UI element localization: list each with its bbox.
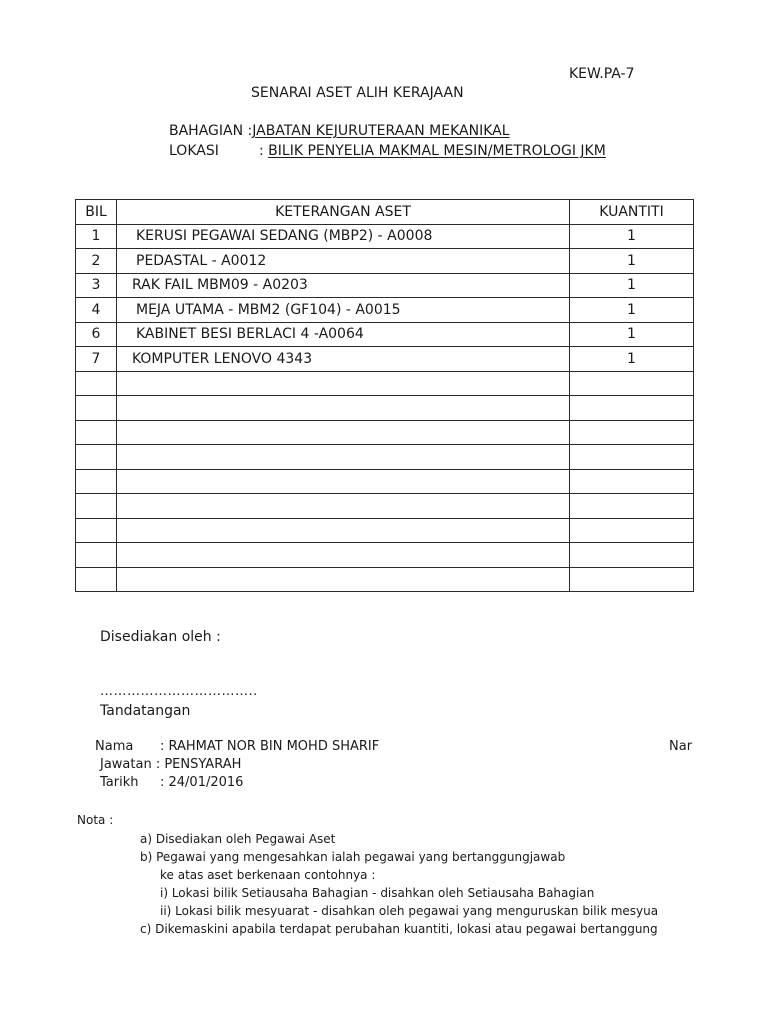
cell-bil <box>76 469 117 494</box>
cell-kuantiti: 1 <box>570 273 694 298</box>
note-item: i) Lokasi bilik Setiausaha Bahagian - disahkan oleh Setiausaha Bahagian <box>160 886 595 900</box>
cell-kuantiti <box>570 396 694 421</box>
bahagian-row <box>169 123 510 139</box>
cell-bil: 7 <box>76 347 117 372</box>
cell-keterangan <box>117 347 570 372</box>
cell-kuantiti <box>570 469 694 494</box>
cell-bil <box>76 494 117 519</box>
cell-keterangan-text: PEDASTAL - A0012 <box>136 252 267 269</box>
table-row <box>76 273 694 298</box>
signature-label: Tandatangan <box>100 703 191 719</box>
cell-kuantiti <box>570 445 694 470</box>
nama-row <box>95 739 379 754</box>
table-row <box>76 469 694 494</box>
cell-keterangan <box>117 543 570 568</box>
table-row <box>76 543 694 568</box>
table-row <box>76 322 694 347</box>
table-row <box>76 298 694 323</box>
tarikh-value: : 24/01/2016 <box>160 775 244 790</box>
note-item: ii) Lokasi bilik mesyuarat - disahkan oleh pegawai yang menguruskan bilik mesyua <box>160 904 659 918</box>
cell-kuantiti: 1 <box>570 249 694 274</box>
cell-kuantiti <box>570 567 694 592</box>
cell-keterangan <box>117 322 570 347</box>
tarikh-row <box>100 775 243 790</box>
table-row <box>76 249 694 274</box>
lokasi-row <box>169 143 606 159</box>
cell-keterangan <box>117 518 570 543</box>
note-item: ke atas aset berkenaan contohnya : <box>160 868 376 882</box>
nama-value: : RAHMAT NOR BIN MOHD SHARIF <box>160 739 380 754</box>
cell-kuantiti <box>570 494 694 519</box>
tarikh-label: Tarikh <box>100 775 139 790</box>
cell-bil <box>76 518 117 543</box>
note-item: b) Pegawai yang mengesahkan ialah pegawai yang bertanggungjawab <box>140 850 566 864</box>
column-header-kuantiti: KUANTITI <box>570 200 694 225</box>
prepared-by-label: Disediakan oleh : <box>100 629 221 645</box>
cell-bil: 3 <box>76 273 117 298</box>
document-title: SENARAI ASET ALIH KERAJAAN <box>251 85 464 101</box>
cell-bil <box>76 445 117 470</box>
cell-kuantiti: 1 <box>570 224 694 249</box>
cell-keterangan-text: KABINET BESI BERLACI 4 -A0064 <box>136 326 364 343</box>
bahagian-label: BAHAGIAN : <box>169 123 253 139</box>
cell-keterangan <box>117 469 570 494</box>
lokasi-separator: : <box>259 143 269 159</box>
cell-keterangan <box>117 249 570 274</box>
cell-keterangan <box>117 224 570 249</box>
form-code: KEW.PA-7 <box>569 66 635 82</box>
jawatan-row <box>100 757 241 772</box>
cell-keterangan <box>117 420 570 445</box>
table-row <box>76 347 694 372</box>
signature-line: …………………………….. <box>100 684 258 699</box>
cell-bil <box>76 543 117 568</box>
cell-keterangan-text: KERUSI PEGAWAI SEDANG (MBP2) - A0008 <box>136 228 433 245</box>
cell-keterangan-text: MEJA UTAMA - MBM2 (GF104) - A0015 <box>136 301 401 318</box>
jawatan-label: Jawatan <box>100 757 152 772</box>
cell-keterangan <box>117 371 570 396</box>
table-row <box>76 396 694 421</box>
table-row <box>76 494 694 519</box>
bahagian-value: JABATAN KEJURUTERAAN MEKANIKAL <box>252 123 510 139</box>
cell-kuantiti: 1 <box>570 347 694 372</box>
cell-kuantiti <box>570 371 694 396</box>
cell-bil: 6 <box>76 322 117 347</box>
cell-keterangan <box>117 567 570 592</box>
cell-keterangan <box>117 494 570 519</box>
cell-keterangan <box>117 298 570 323</box>
cell-kuantiti <box>570 420 694 445</box>
cell-kuantiti <box>570 518 694 543</box>
nama-label: Nama <box>95 739 134 754</box>
cut-off-label: Nar <box>669 739 693 754</box>
cell-keterangan-text: RAK FAIL MBM09 - A0203 <box>132 277 308 294</box>
jawatan-value: : PENSYARAH <box>151 757 242 772</box>
cell-kuantiti: 1 <box>570 298 694 323</box>
table-header-row <box>76 200 694 225</box>
cell-bil <box>76 420 117 445</box>
column-header-bil: BIL <box>76 200 117 225</box>
cell-bil: 4 <box>76 298 117 323</box>
notes-label: Nota : <box>77 813 114 827</box>
note-item: a) Disediakan oleh Pegawai Aset <box>140 832 336 846</box>
table-row <box>76 567 694 592</box>
table-row <box>76 371 694 396</box>
cell-kuantiti: 1 <box>570 322 694 347</box>
column-header-keterangan: KETERANGAN ASET <box>117 200 570 225</box>
cell-keterangan-text: KOMPUTER LENOVO 4343 <box>132 350 313 367</box>
cell-kuantiti <box>570 543 694 568</box>
table-row <box>76 518 694 543</box>
lokasi-label: LOKASI <box>169 143 219 159</box>
cell-bil <box>76 396 117 421</box>
cell-keterangan <box>117 396 570 421</box>
cell-keterangan <box>117 445 570 470</box>
table-row <box>76 445 694 470</box>
table-row <box>76 420 694 445</box>
lokasi-value: BILIK PENYELIA MAKMAL MESIN/METROLOGI JKM <box>268 143 606 159</box>
cell-bil: 1 <box>76 224 117 249</box>
cell-bil <box>76 567 117 592</box>
table-row <box>76 224 694 249</box>
cell-keterangan <box>117 273 570 298</box>
cell-bil: 2 <box>76 249 117 274</box>
cell-bil <box>76 371 117 396</box>
asset-table <box>75 199 694 592</box>
note-item: c) Dikemaskini apabila terdapat perubahan kuantiti, lokasi atau pegawai bertanggung <box>140 922 658 936</box>
